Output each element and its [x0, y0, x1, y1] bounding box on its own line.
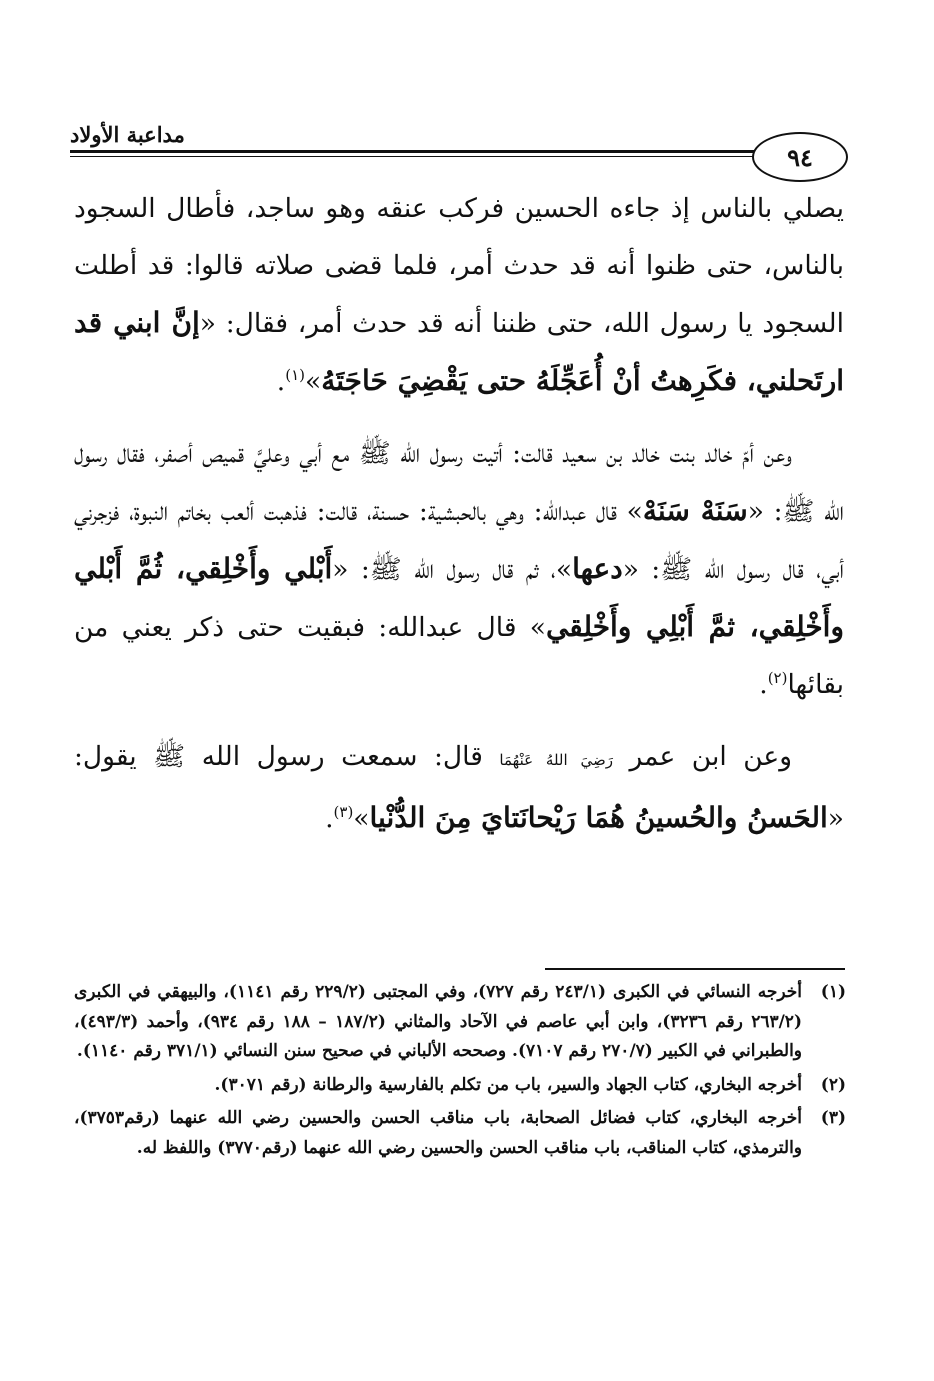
footnote-marker-2: (٢)	[767, 669, 788, 688]
footnote-text: أخرجه البخاري، كتاب فضائل الصحابة، باب مناقب الحسن والحسين رضي الله عنهما (رقم٣٧٥٣)، والترمذي، كتاب المناقب، باب مناقب الحسن والحسين رضي الله عنهما (رقم٣٧٧٠) واللفظ له.	[74, 1108, 802, 1158]
p1-hadith: إنَّ ابني قد ارتَحلني، فكَرِهتُ أنْ أُعَجِّلَهُ حتى يَقْضِيَ حَاجَتَهُ	[74, 306, 844, 397]
p2-c: »، ثم قال رسول الله ﷺ: «	[332, 554, 573, 585]
header-rule-thick	[70, 150, 760, 153]
page-number: ٩٤	[752, 132, 848, 182]
p3-close: »	[353, 803, 370, 834]
footnote-1	[74, 978, 846, 1067]
footnote-number: (١)	[820, 982, 846, 1002]
footnote-number: (٢)	[820, 1074, 846, 1095]
p1-end: .	[276, 366, 286, 397]
p2-hadith-1: سَنَهْ سَنَهْ	[642, 494, 748, 527]
main-text	[74, 180, 844, 847]
footnote-3	[74, 1104, 846, 1163]
p3-hadith: الحَسنُ والحُسينُ هُمَا رَيْحانَتايَ مِنَ الدُّنْيا	[369, 801, 828, 834]
p2-a: وعن أمّ خالد بنت خالد بن سعيد قالت: أتيت رسول الله ﷺ مع أبي وعليَّ قميص أصفر، فقال رسول الله ﷺ: «	[74, 438, 844, 527]
footnote-number: (٣)	[820, 1108, 846, 1128]
p1-text: يصلي بالناس إذ جاءه الحسين فركب عنقه وهو ساجد، فأطال السجود بالناس، حتى ظنوا أنه قد حدث أمر، فلما قضى صلاته قالوا: قد أطلت السجود يا رسول الله، حتى ظننا أنه قد حدث أمر، فقال: «	[74, 193, 844, 339]
p2-end: .	[759, 669, 768, 700]
honorific: رَضِيَ اللهُ عَنْهُمَا	[499, 751, 613, 769]
footnotes	[74, 978, 846, 1167]
footnote-separator	[545, 968, 845, 970]
p3-end: .	[325, 803, 334, 834]
running-title: مداعبة الأولاد	[70, 122, 185, 147]
footnote-text: أخرجه البخاري، كتاب الجهاد والسير، باب من تكلم بالفارسية والرطانة (رقم ٣٠٧١).	[214, 1074, 802, 1095]
header-rule-thin	[70, 156, 760, 157]
paragraph-1	[74, 180, 844, 410]
footnote-marker-3: (٣)	[333, 803, 354, 822]
p2-d: » قال عبدالله: فبقيت حتى ذكر يعني من بقائها	[74, 612, 844, 700]
p3-a: وعن ابن عمر	[613, 741, 793, 772]
footnote-text: أخرجه النسائي في الكبرى (٢٤٣/١ رقم ٧٢٧)، وفي المجتبى (٢٢٩/٢ رقم ١١٤١)، والبيهقي في الكبرى (٢٦٣/٢ رقم ٣٢٣٦)، وابن أبي عاصم في الآحاد والمثاني (١٨٧/٢ – ١٨٨ رقم ٩٣٤)، وأحمد (٤٩٣/٣)، والطبراني في الكبير (٢٧٠/٧ رقم ٧١٠٧). وصححه الألباني في صحيح سنن النسائي (٣٧١/١ رقم ١١٤٠).	[74, 982, 802, 1061]
paragraph-2	[74, 425, 844, 713]
p2-hadith-2: دعها	[572, 552, 623, 585]
p2-hadith-3: أَبْلي وأَخْلِقي، ثُمَّ أَبْلي وأَخْلِقي، ثمَّ أَبْلِي وأَخْلِقي	[74, 552, 844, 643]
footnote-2	[74, 1071, 846, 1101]
p3-b: قال: سمعت رسول الله ﷺ يقول: «	[74, 741, 844, 834]
p1-close: »	[305, 366, 322, 397]
footnote-marker-1: (١)	[285, 366, 305, 385]
p2-b: » قال عبدالله: وهي بالحبشية: حسنة، قالت: فذهبت ألعب بخاتم النبوة، فزجرني أبي، قال رسول الله ﷺ: «	[74, 496, 844, 585]
paragraph-3	[74, 728, 844, 847]
